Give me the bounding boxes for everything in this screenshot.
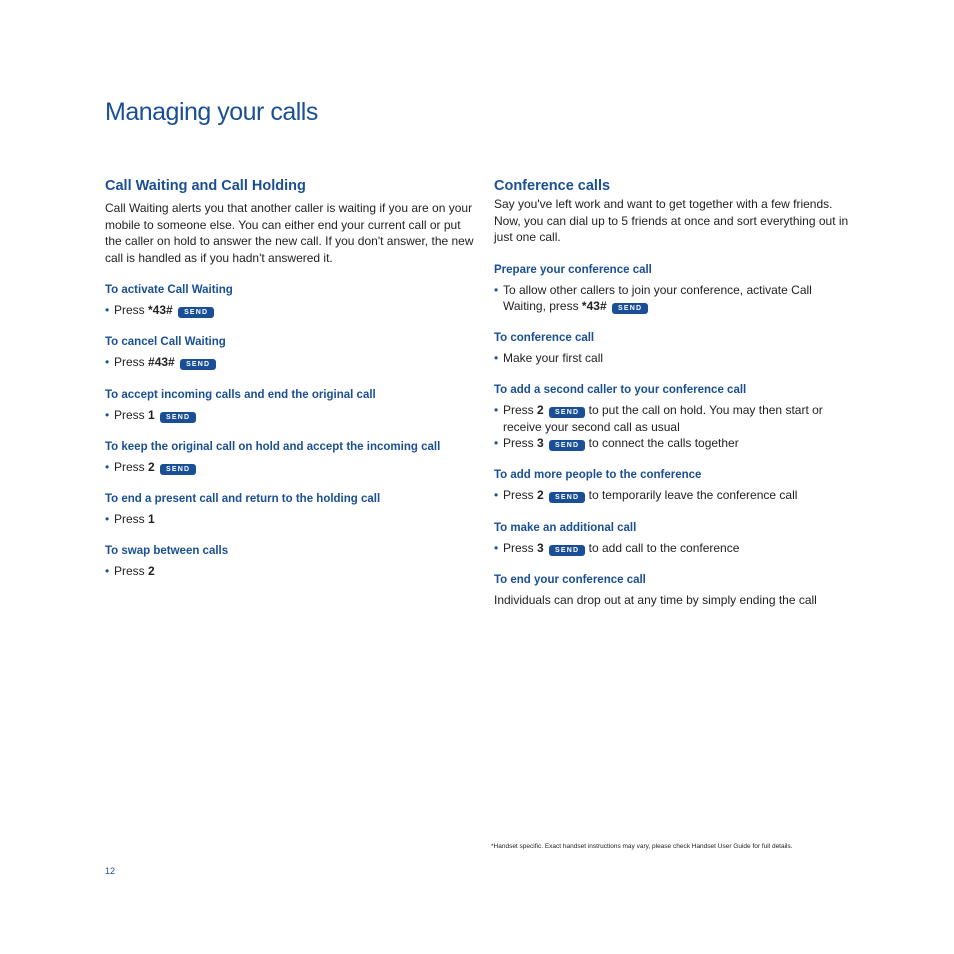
hold-and-accept-heading: To keep the original call on hold and accept the incoming call <box>105 440 441 453</box>
cancel-call-waiting-heading: To cancel Call Waiting <box>105 336 226 349</box>
list-item: • Press 2 SEND to temporarily leave the conference call <box>494 488 798 503</box>
call-waiting-column <box>105 176 475 580</box>
end-and-return-heading: To end a present call and return to the holding call <box>105 493 381 506</box>
bullet-icon: • <box>494 282 499 297</box>
key-sequence: 1 <box>148 512 155 527</box>
activate-call-waiting-heading: To activate Call Waiting <box>105 284 233 296</box>
send-key-icon: SEND <box>549 492 585 503</box>
key-sequence: 2 <box>148 459 155 474</box>
send-key-icon: SEND <box>612 303 648 314</box>
bullet-icon: • <box>494 403 499 418</box>
add-second-caller-heading: To add a second caller to your conference call <box>494 384 747 397</box>
bullet-icon: • <box>105 303 110 317</box>
key-sequence: 3 <box>537 435 544 450</box>
bullet-icon: • <box>105 512 110 527</box>
key-sequence: 3 <box>537 540 544 555</box>
list-item: • Press #43# SEND <box>105 354 475 370</box>
prepare-conference-heading: Prepare your conference call <box>494 263 652 276</box>
send-key-icon: SEND <box>549 545 585 556</box>
key-sequence: 2 <box>537 488 544 503</box>
key-sequence: 2 <box>148 564 155 579</box>
bullet-icon: • <box>494 435 499 450</box>
bullet-icon: • <box>494 488 499 503</box>
add-second-caller-list <box>494 402 854 451</box>
send-key-icon: SEND <box>160 412 196 423</box>
key-sequence: #43# <box>148 355 175 370</box>
list-item: • Press 3 SEND to add call to the conference <box>494 540 740 555</box>
send-key-icon: SEND <box>549 440 585 451</box>
list-item: • Press 2 SEND to put the call on hold. You may then start or receive your second call as usual <box>494 403 823 434</box>
additional-call-list <box>494 540 854 556</box>
prepare-conference-list <box>494 282 854 315</box>
hold-and-accept-list <box>105 459 475 475</box>
accept-incoming-list <box>105 407 475 423</box>
bullet-icon: • <box>105 459 110 474</box>
footnote: *Handset specific. Exact handset instructions may vary, please check Handset User Guide for full details. <box>491 843 793 850</box>
bullet-icon: • <box>105 355 110 370</box>
end-conference-heading: To end your conference call <box>494 573 646 586</box>
list-item: • Make your first call <box>494 351 604 366</box>
send-key-icon: SEND <box>178 307 214 318</box>
additional-call-heading: To make an additional call <box>494 521 637 534</box>
key-sequence: *43# <box>581 298 607 313</box>
accept-incoming-heading: To accept incoming calls and end the original call <box>105 388 376 401</box>
conference-call-list <box>494 350 854 366</box>
key-sequence: 2 <box>537 403 544 418</box>
conference-calls-column <box>494 176 854 608</box>
send-key-icon: SEND <box>180 359 216 370</box>
list-item: • Press 1 SEND <box>105 407 475 423</box>
call-waiting-intro: Call Waiting alerts you that another caller is waiting if you are on your mobile to someone else. You can either end your current call or put the caller on hold to answer the new call. If you don't answer, the new call is handled as if you hadn't answered it. <box>105 201 474 265</box>
list-item: • Press 3 SEND to connect the calls together <box>494 435 739 450</box>
send-key-icon: SEND <box>160 464 196 475</box>
activate-call-waiting-list <box>105 302 475 318</box>
call-waiting-title: Call Waiting and Call Holding <box>105 178 306 194</box>
key-sequence: 1 <box>148 407 155 422</box>
bullet-icon: • <box>105 564 110 579</box>
list-item: • Press 1 <box>105 512 155 527</box>
cancel-call-waiting-list <box>105 354 475 370</box>
conference-calls-intro: Say you've left work and want to get together with a few friends. Now, you can dial up to 5 friends at once and sort everything out in just one call. <box>494 197 849 244</box>
page-title: Managing your calls <box>105 98 318 126</box>
list-item: • Press 2 SEND <box>105 459 475 475</box>
bullet-icon: • <box>494 540 499 555</box>
bullet-icon: • <box>105 407 110 422</box>
list-item: • Press 2 <box>105 564 155 579</box>
page-number: 12 <box>105 866 116 876</box>
add-more-people-heading: To add more people to the conference <box>494 469 702 482</box>
conference-calls-title: Conference calls <box>494 178 611 194</box>
end-and-return-list <box>105 511 475 527</box>
swap-calls-heading: To swap between calls <box>105 545 229 558</box>
list-item: • To allow other callers to join your conference, activate Call Waiting, press *43# SEND <box>494 282 812 313</box>
conference-call-heading: To conference call <box>494 332 595 345</box>
list-item: • Press *43# SEND <box>105 302 475 318</box>
key-sequence: *43# <box>148 303 173 317</box>
end-conference-text: Individuals can drop out at any time by simply ending the call <box>494 592 817 607</box>
swap-calls-list <box>105 563 475 579</box>
bullet-icon: • <box>494 351 499 366</box>
send-key-icon: SEND <box>549 407 585 418</box>
add-more-people-list <box>494 487 854 503</box>
